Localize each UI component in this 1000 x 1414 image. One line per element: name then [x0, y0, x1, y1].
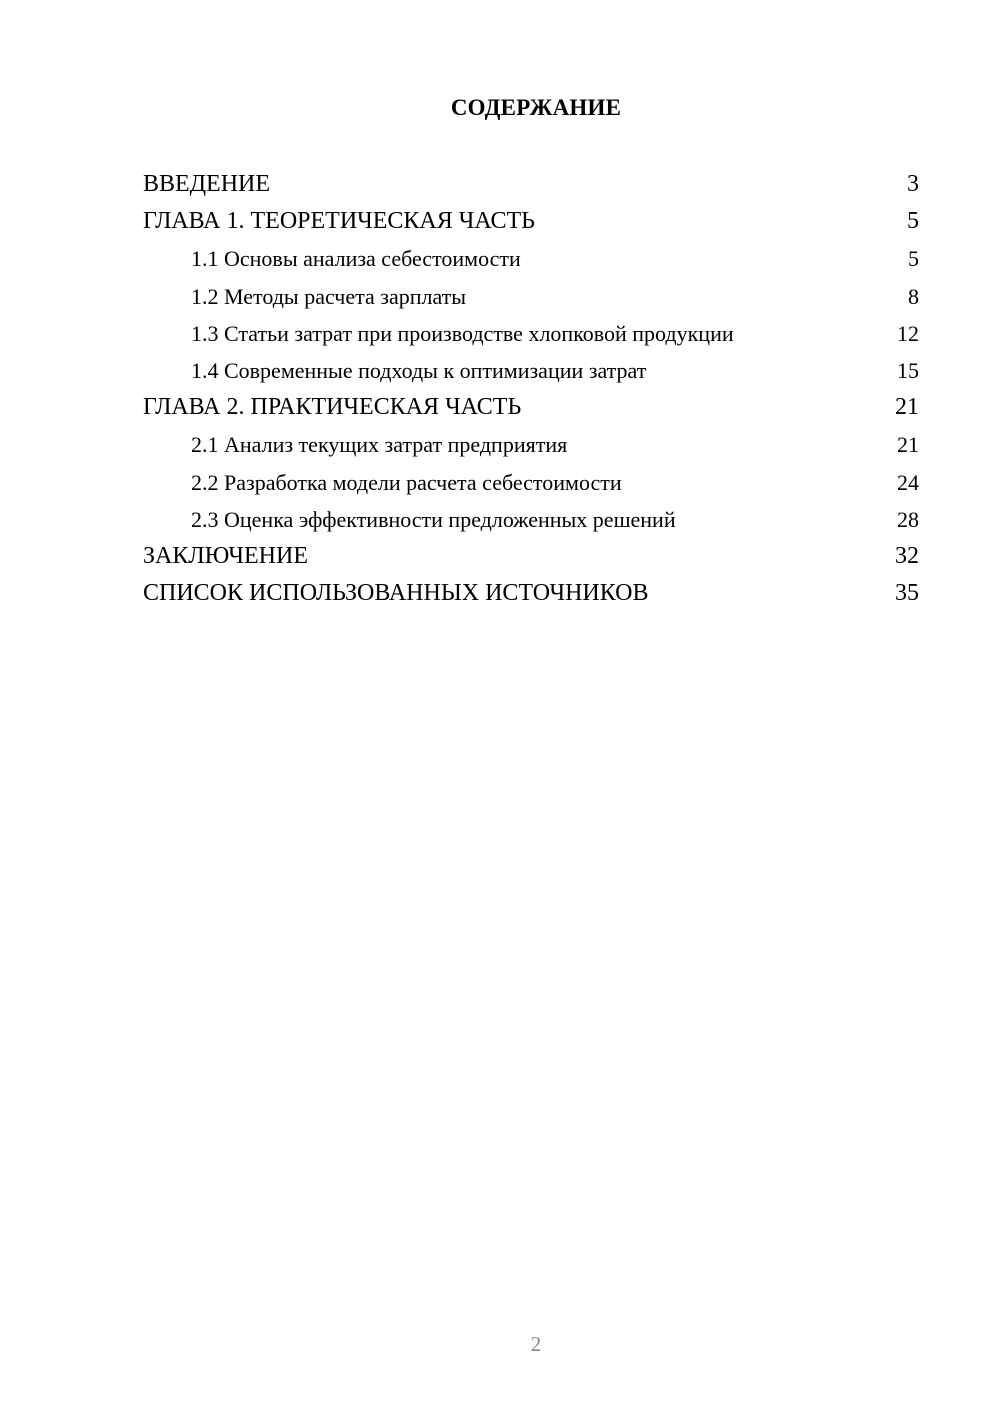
- toc-entry-chapter-2[interactable]: [143, 389, 919, 426]
- toc-entry-page: 32: [895, 542, 919, 569]
- toc-entry-section-2-2[interactable]: [143, 464, 919, 501]
- toc-entry-page: 24: [897, 469, 919, 495]
- toc-entry-label: 1.2 Методы расчета зарплаты: [191, 283, 467, 309]
- toc-entry-label: 1.3 Статьи затрат при производстве хлопковой продукции: [191, 320, 734, 346]
- toc-entry-page: 5: [907, 208, 919, 235]
- toc-entry-section-1-1[interactable]: [143, 240, 919, 277]
- toc-entry-page: 35: [895, 580, 919, 607]
- toc-entry-section-1-4[interactable]: [143, 352, 919, 389]
- toc-entry-label: 2.1 Анализ текущих затрат предприятия: [191, 432, 568, 458]
- toc-entry-page: 5: [908, 246, 919, 272]
- toc-entry-label: ГЛАВА 2. ПРАКТИЧЕСКАЯ ЧАСТЬ: [143, 394, 522, 421]
- toc-entry-section-2-3[interactable]: [143, 501, 919, 538]
- toc-entry-label: 2.2 Разработка модели расчета себестоимости: [191, 469, 622, 495]
- toc-entry-conclusion[interactable]: [143, 538, 919, 575]
- toc-entry-label: СПИСОК ИСПОЛЬЗОВАННЫХ ИСТОЧНИКОВ: [143, 580, 649, 607]
- toc-heading: СОДЕРЖАНИЕ: [450, 95, 622, 120]
- toc-entry-page: 21: [895, 394, 919, 421]
- toc-entry-chapter-1[interactable]: [143, 203, 919, 240]
- toc-entry-label: ВВЕДЕНИЕ: [143, 171, 271, 197]
- toc-entry-section-1-3[interactable]: [143, 315, 919, 352]
- toc-entry-page: 12: [897, 320, 919, 346]
- toc-entry-label: 1.1 Основы анализа себестоимости: [191, 246, 521, 272]
- toc-entry-page: 21: [897, 432, 919, 458]
- toc-entry-section-1-2[interactable]: [143, 278, 919, 315]
- toc-entry-label: ГЛАВА 1. ТЕОРЕТИЧЕСКАЯ ЧАСТЬ: [143, 208, 535, 235]
- toc-entry-page: 15: [897, 357, 919, 383]
- toc-entry-page: 3: [907, 171, 919, 197]
- toc-entry-label: ЗАКЛЮЧЕНИЕ: [143, 542, 308, 569]
- toc-entry-section-2-1[interactable]: [143, 426, 919, 463]
- toc-entry-label: 1.4 Современные подходы к оптимизации затрат: [191, 357, 647, 383]
- toc-entry-page: 8: [908, 283, 919, 309]
- toc-entry-page: 28: [897, 506, 919, 532]
- table-of-contents: [143, 166, 919, 612]
- toc-entry-references[interactable]: [143, 575, 919, 612]
- page-number: 2: [530, 1332, 542, 1356]
- toc-entry-label: 2.3 Оценка эффективности предложенных решений: [191, 506, 676, 532]
- toc-entry-introduction[interactable]: [143, 166, 919, 203]
